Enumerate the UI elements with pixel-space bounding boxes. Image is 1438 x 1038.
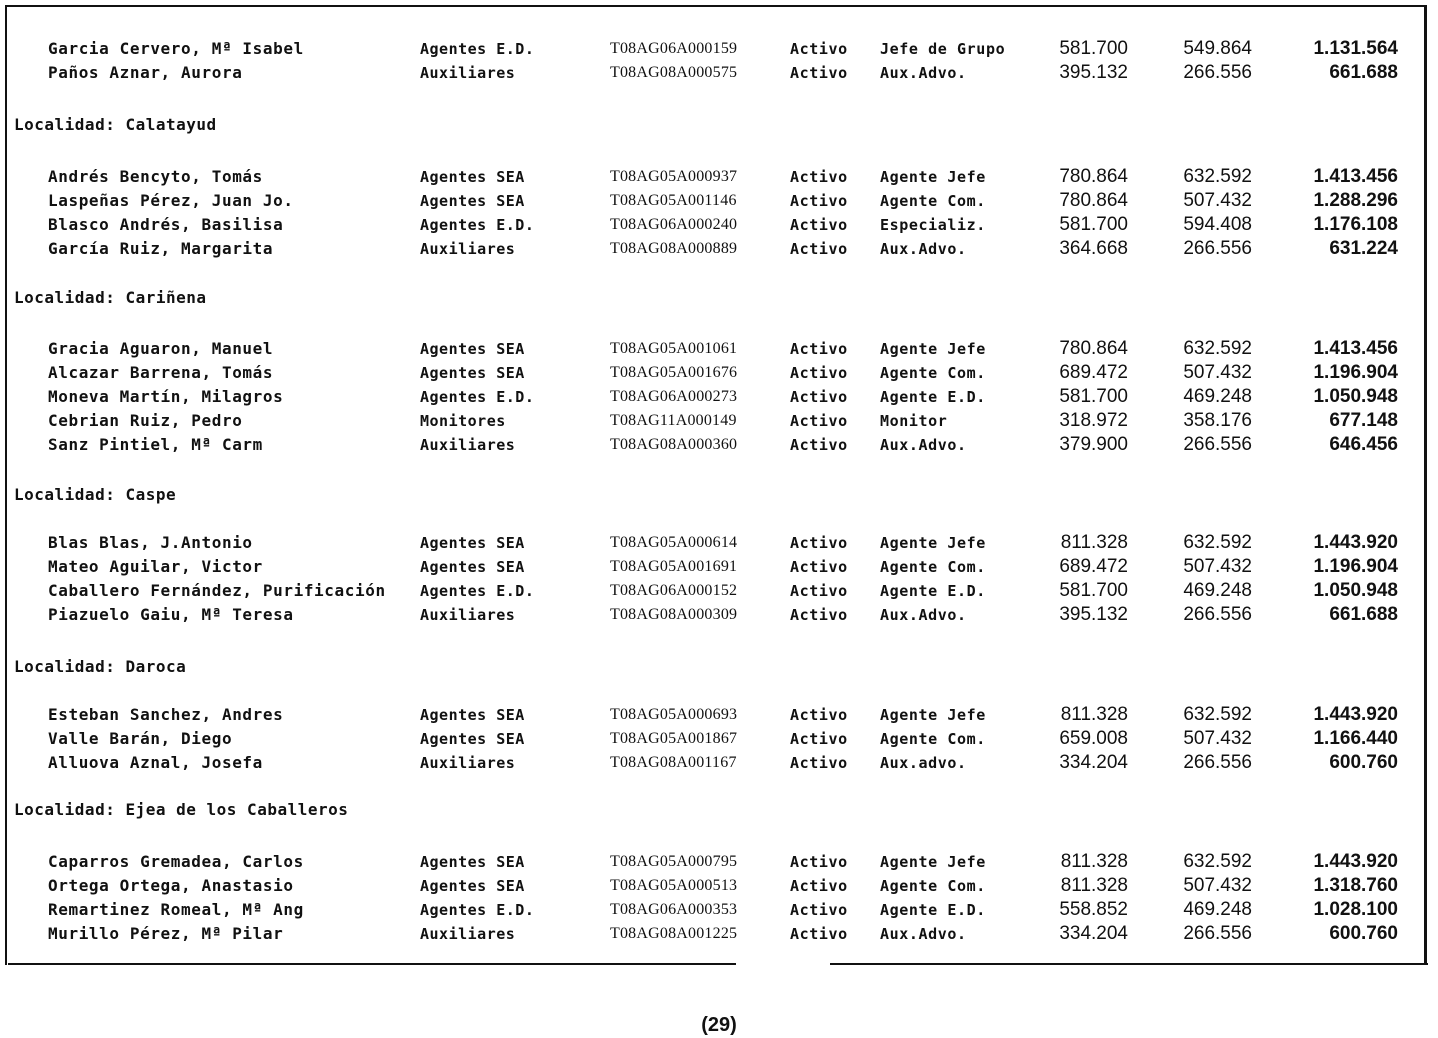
row-code: T08AG05A000693	[610, 706, 738, 723]
row-category: Agentes SEA	[420, 168, 525, 186]
row-code: T08AG06A000353	[610, 901, 738, 918]
row-name: Gracia Aguaron, Manuel	[48, 339, 274, 358]
row-total: 1.443.920	[1313, 704, 1398, 725]
row-job: Agente E.D.	[880, 901, 986, 919]
table-row	[0, 385, 1438, 409]
row-status: Activo	[790, 925, 848, 943]
row-amount-2: 507.432	[1183, 190, 1252, 211]
row-code: T08AG08A000889	[610, 240, 738, 257]
row-amount-2: 358.176	[1183, 410, 1252, 431]
row-status: Activo	[790, 40, 848, 58]
row-amount-1: 581.700	[1059, 386, 1128, 407]
row-category: Auxiliares	[420, 436, 516, 454]
row-status: Activo	[790, 388, 848, 406]
locality-label: Localidad:	[14, 288, 116, 307]
row-amount-2: 266.556	[1183, 434, 1252, 455]
row-status: Activo	[790, 730, 848, 748]
row-job: Agente Jefe	[880, 853, 986, 871]
row-job: Monitor	[880, 412, 948, 430]
table-row	[0, 237, 1438, 261]
row-name: Caballero Fernández, Purificación	[48, 581, 386, 600]
row-amount-2: 507.432	[1183, 362, 1252, 383]
row-amount-1: 581.700	[1059, 38, 1128, 59]
table-row	[0, 213, 1438, 237]
row-amount-1: 811.328	[1060, 875, 1128, 896]
row-job: Agente Jefe	[880, 706, 986, 724]
row-code: T08AG05A001691	[610, 558, 738, 575]
row-name: Caparros Gremadea, Carlos	[48, 852, 304, 871]
row-job: Agente Com.	[880, 364, 986, 382]
row-category: Agentes SEA	[420, 706, 525, 724]
locality-name: Calatayud	[115, 115, 217, 134]
row-total: 1.288.296	[1313, 190, 1398, 211]
row-amount-1: 780.864	[1059, 338, 1128, 359]
row-status: Activo	[790, 192, 848, 210]
row-amount-1: 318.972	[1059, 410, 1128, 431]
table-row	[0, 703, 1438, 727]
table-row	[0, 337, 1438, 361]
row-name: García Ruiz, Margarita	[48, 239, 274, 258]
locality-name: Daroca	[115, 657, 187, 676]
row-category: Monitores	[420, 412, 506, 430]
row-total: 1.196.904	[1313, 362, 1398, 383]
row-code: T08AG05A001867	[610, 730, 738, 747]
table-row	[0, 751, 1438, 775]
row-status: Activo	[790, 706, 848, 724]
row-code: T08AG05A001676	[610, 364, 738, 381]
locality-heading	[14, 655, 186, 679]
row-code: T08AG06A000273	[610, 388, 738, 405]
locality-label: Localidad:	[14, 485, 116, 504]
row-code: T08AG05A000513	[610, 877, 738, 894]
table-row	[0, 898, 1438, 922]
row-name: Piazuelo Gaiu, Mª Teresa	[48, 605, 294, 624]
row-total: 1.166.440	[1313, 728, 1398, 749]
row-total: 646.456	[1329, 434, 1398, 455]
row-total: 677.148	[1329, 410, 1398, 431]
row-amount-2: 469.248	[1183, 899, 1252, 920]
table-row	[0, 165, 1438, 189]
row-total: 1.050.948	[1313, 580, 1398, 601]
row-status: Activo	[790, 877, 848, 895]
table-row	[0, 727, 1438, 751]
row-category: Auxiliares	[420, 925, 516, 943]
row-name: Ortega Ortega, Anastasio	[48, 876, 294, 895]
page-number: (29)	[701, 1014, 737, 1036]
row-job: Agente Jefe	[880, 534, 986, 552]
row-name: Murillo Pérez, Mª Pilar	[48, 924, 284, 943]
row-total: 1.443.920	[1313, 532, 1398, 553]
row-amount-1: 334.204	[1059, 923, 1128, 944]
row-category: Agentes SEA	[420, 730, 525, 748]
row-total: 1.413.456	[1313, 338, 1398, 359]
row-code: T08AG08A000309	[610, 606, 738, 623]
row-name: Cebrian Ruiz, Pedro	[48, 411, 243, 430]
row-category: Agentes SEA	[420, 340, 525, 358]
row-amount-2: 266.556	[1183, 752, 1252, 773]
row-total: 600.760	[1329, 752, 1398, 773]
row-amount-2: 266.556	[1183, 62, 1252, 83]
row-code: T08AG05A000937	[610, 168, 738, 185]
row-status: Activo	[790, 436, 848, 454]
row-amount-1: 581.700	[1059, 214, 1128, 235]
row-code: T08AG06A000159	[610, 40, 738, 57]
row-name: Paños Aznar, Aurora	[48, 63, 243, 82]
row-name: Alcazar Barrena, Tomás	[48, 363, 274, 382]
row-code: T08AG06A000240	[610, 216, 738, 233]
table-row	[0, 555, 1438, 579]
row-name: Alluova Aznal, Josefa	[48, 753, 263, 772]
row-amount-1: 780.864	[1059, 190, 1128, 211]
row-name: Garcia Cervero, Mª Isabel	[48, 39, 304, 58]
table-row	[0, 361, 1438, 385]
row-status: Activo	[790, 582, 848, 600]
row-category: Agentes SEA	[420, 364, 525, 382]
row-total: 1.028.100	[1313, 899, 1398, 920]
row-status: Activo	[790, 64, 848, 82]
row-category: Agentes E.D.	[420, 216, 535, 234]
row-code: T08AG08A001225	[610, 925, 738, 942]
row-amount-1: 395.132	[1059, 62, 1128, 83]
row-status: Activo	[790, 412, 848, 430]
table-row	[0, 874, 1438, 898]
row-amount-1: 334.204	[1059, 752, 1128, 773]
row-category: Auxiliares	[420, 64, 516, 82]
row-category: Agentes SEA	[420, 534, 525, 552]
locality-name: Ejea de los Caballeros	[115, 800, 349, 819]
row-amount-2: 266.556	[1183, 923, 1252, 944]
row-amount-1: 689.472	[1059, 362, 1128, 383]
row-code: T08AG05A001146	[610, 192, 737, 209]
row-job: Jefe de Grupo	[880, 40, 1006, 58]
row-amount-2: 507.432	[1183, 728, 1252, 749]
locality-label: Localidad:	[14, 657, 116, 676]
row-amount-2: 266.556	[1183, 604, 1252, 625]
row-name: Moneva Martín, Milagros	[48, 387, 284, 406]
table-row	[0, 531, 1438, 555]
row-name: Andrés Bencyto, Tomás	[48, 167, 263, 186]
row-status: Activo	[790, 754, 848, 772]
row-category: Auxiliares	[420, 240, 516, 258]
row-job: Aux.Advo.	[880, 240, 967, 258]
row-amount-2: 632.592	[1183, 338, 1252, 359]
row-category: Auxiliares	[420, 606, 516, 624]
row-code: T08AG08A001167	[610, 754, 737, 771]
row-amount-1: 581.700	[1059, 580, 1128, 601]
locality-heading	[14, 483, 176, 507]
row-total: 600.760	[1329, 923, 1398, 944]
row-amount-2: 632.592	[1183, 166, 1252, 187]
table-row	[0, 922, 1438, 946]
locality-heading	[14, 798, 348, 822]
row-name: Valle Barán, Diego	[48, 729, 233, 748]
row-amount-2: 632.592	[1183, 851, 1252, 872]
row-code: T08AG05A000614	[610, 534, 738, 551]
row-job: Aux.Advo.	[880, 436, 967, 454]
row-code: T08AG06A000152	[610, 582, 738, 599]
row-name: Blas Blas, J.Antonio	[48, 533, 253, 552]
table-row	[0, 409, 1438, 433]
row-amount-1: 395.132	[1059, 604, 1128, 625]
row-total: 1.318.760	[1313, 875, 1398, 896]
row-total: 1.131.564	[1313, 38, 1398, 59]
locality-heading	[14, 286, 207, 310]
row-amount-2: 469.248	[1183, 386, 1252, 407]
row-job: Agente E.D.	[880, 388, 986, 406]
row-amount-2: 507.432	[1183, 556, 1252, 577]
row-job: Agente Com.	[880, 558, 986, 576]
locality-name: Cariñena	[115, 288, 207, 307]
row-job: Especializ.	[880, 216, 986, 234]
row-category: Agentes E.D.	[420, 388, 535, 406]
row-status: Activo	[790, 558, 848, 576]
table-row	[0, 603, 1438, 627]
row-amount-1: 780.864	[1059, 166, 1128, 187]
row-job: Aux.Advo.	[880, 64, 967, 82]
row-name: Mateo Aguilar, Victor	[48, 557, 263, 576]
row-category: Agentes SEA	[420, 853, 525, 871]
row-job: Aux.advo.	[880, 754, 967, 772]
table-row	[0, 61, 1438, 85]
row-category: Agentes E.D.	[420, 582, 535, 600]
row-name: Esteban Sanchez, Andres	[48, 705, 284, 724]
row-status: Activo	[790, 168, 848, 186]
locality-label: Localidad:	[14, 115, 116, 134]
row-status: Activo	[790, 364, 848, 382]
row-status: Activo	[790, 216, 848, 234]
row-amount-1: 364.668	[1059, 238, 1128, 259]
row-job: Agente Com.	[880, 877, 986, 895]
row-status: Activo	[790, 901, 848, 919]
row-job: Aux.Advo.	[880, 925, 967, 943]
row-total: 1.443.920	[1313, 851, 1398, 872]
row-status: Activo	[790, 340, 848, 358]
table-row	[0, 579, 1438, 603]
row-code: T08AG08A000575	[610, 64, 738, 81]
row-amount-1: 811.328	[1060, 532, 1128, 553]
row-total: 1.050.948	[1313, 386, 1398, 407]
row-amount-2: 507.432	[1183, 875, 1252, 896]
row-total: 631.224	[1329, 238, 1398, 259]
row-total: 1.413.456	[1313, 166, 1398, 187]
row-code: T08AG11A000149	[610, 412, 737, 429]
row-status: Activo	[790, 606, 848, 624]
row-amount-2: 469.248	[1183, 580, 1252, 601]
row-category: Agentes SEA	[420, 877, 525, 895]
row-name: Remartinez Romeal, Mª Ang	[48, 900, 304, 919]
row-code: T08AG08A000360	[610, 436, 738, 453]
locality-heading	[14, 113, 217, 137]
row-job: Agente Jefe	[880, 168, 986, 186]
row-amount-1: 379.900	[1059, 434, 1128, 455]
row-amount-2: 632.592	[1183, 532, 1252, 553]
row-job: Agente Jefe	[880, 340, 986, 358]
row-category: Auxiliares	[420, 754, 516, 772]
row-total: 661.688	[1329, 604, 1398, 625]
row-category: Agentes E.D.	[420, 40, 535, 58]
row-amount-1: 811.328	[1060, 704, 1128, 725]
row-amount-1: 659.008	[1059, 728, 1128, 749]
locality-name: Caspe	[115, 485, 177, 504]
row-total: 1.196.904	[1313, 556, 1398, 577]
row-code: T08AG05A001061	[610, 340, 738, 357]
row-job: Aux.Advo.	[880, 606, 967, 624]
row-status: Activo	[790, 240, 848, 258]
row-category: Agentes SEA	[420, 192, 525, 210]
row-total: 661.688	[1329, 62, 1398, 83]
row-name: Laspeñas Pérez, Juan Jo.	[48, 191, 294, 210]
table-row	[0, 37, 1438, 61]
row-job: Agente Com.	[880, 730, 986, 748]
row-amount-2: 594.408	[1183, 214, 1252, 235]
row-amount-2: 266.556	[1183, 238, 1252, 259]
row-amount-2: 549.864	[1183, 38, 1252, 59]
table-row	[0, 850, 1438, 874]
row-status: Activo	[790, 853, 848, 871]
table-row	[0, 189, 1438, 213]
row-amount-2: 632.592	[1183, 704, 1252, 725]
row-name: Sanz Pintiel, Mª Carm	[48, 435, 263, 454]
row-code: T08AG05A000795	[610, 853, 738, 870]
row-amount-1: 558.852	[1059, 899, 1128, 920]
row-category: Agentes E.D.	[420, 901, 535, 919]
table-row	[0, 433, 1438, 457]
row-status: Activo	[790, 534, 848, 552]
locality-label: Localidad:	[14, 800, 116, 819]
row-name: Blasco Andrés, Basilisa	[48, 215, 284, 234]
row-job: Agente Com.	[880, 192, 986, 210]
row-amount-1: 689.472	[1059, 556, 1128, 577]
row-category: Agentes SEA	[420, 558, 525, 576]
row-total: 1.176.108	[1313, 214, 1398, 235]
row-amount-1: 811.328	[1060, 851, 1128, 872]
row-job: Agente E.D.	[880, 582, 986, 600]
